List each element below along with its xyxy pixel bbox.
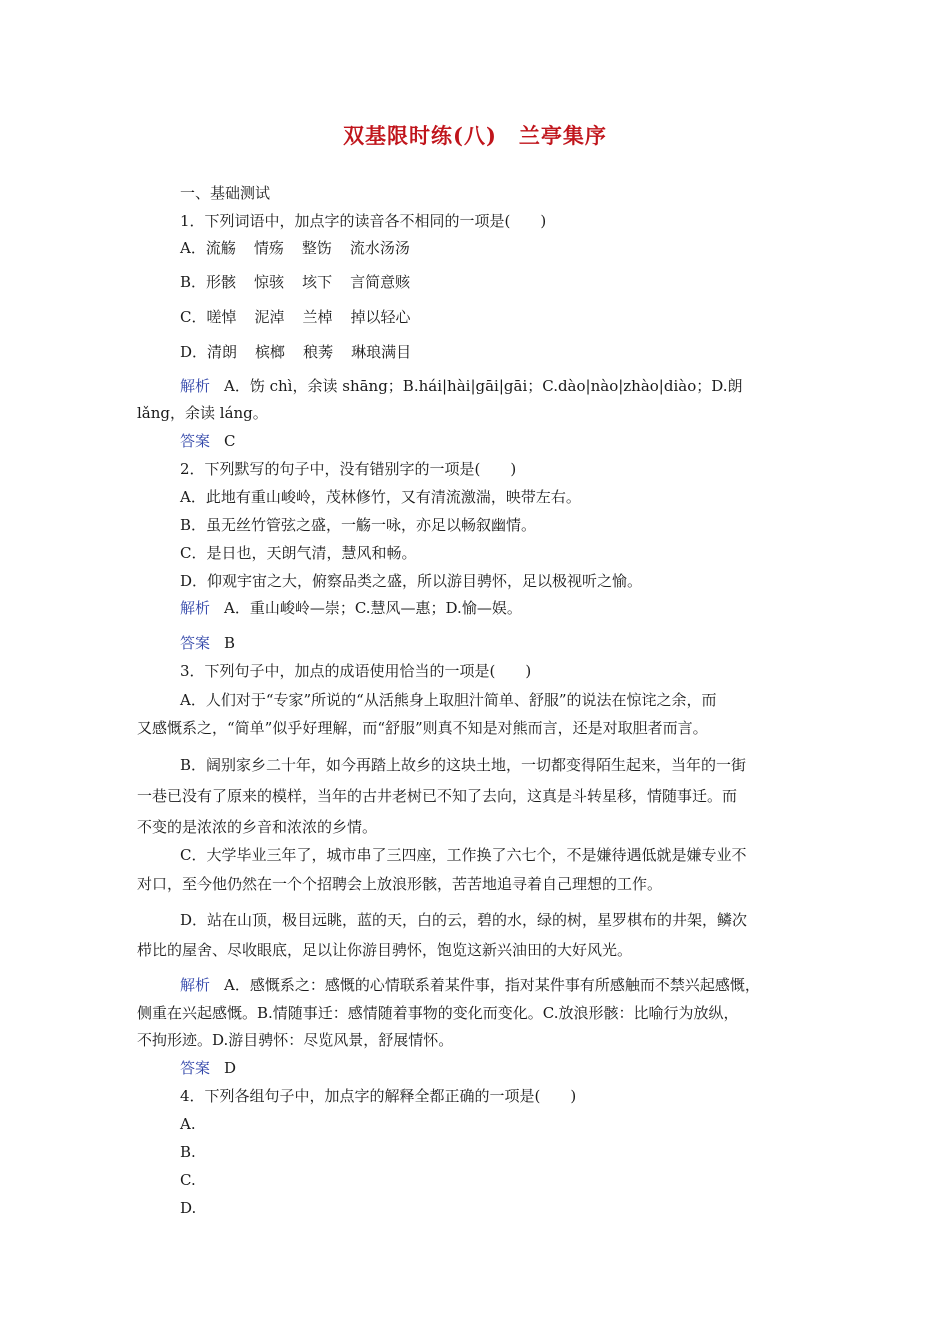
q3-option-b-cont2: 不变的是浓浓的乡音和浓浓的乡情。 [137, 818, 378, 836]
q3-option-b-cont: 一巷已没有了原来的模样，当年的古井老树已不知了去向，这真是斗转星移，情随事迁。而 [137, 787, 738, 805]
q3-option-d: D．站在山顶，极目远眺，蓝的天，白的云，碧的水，绿的树，星罗棋布的井架，鳞次 [180, 911, 748, 929]
option-word: 兰棹 [302, 308, 333, 326]
option-word: 整饬 [301, 239, 332, 257]
analysis-text: A．饬 chì，余读 shāng；B.hái|hài|gāi|gāi；C.dào|nào|zhào|diào；D.朗 [224, 377, 743, 395]
q3-option-b: B．阔别家乡二十年，如今再踏上故乡的这块土地，一切都变得陌生起来，当年的一街 [180, 756, 747, 774]
option-word: 琳琅满目 [351, 343, 412, 361]
q3-answer [180, 1058, 236, 1078]
option-letter: A． [180, 239, 206, 257]
option-word: 清朗 [207, 343, 238, 361]
q4-option-d: D. [180, 1199, 197, 1217]
answer-value: B [224, 634, 236, 652]
q2-stem: 2．下列默写的句子中，没有错别字的一项是( ) [180, 460, 517, 478]
section-heading: 一、基础测试 [180, 184, 271, 202]
answer-label: 答案 [180, 1059, 211, 1077]
q2-answer [180, 633, 235, 653]
option-word: 流觞 [205, 239, 236, 257]
q3-option-c-cont: 对口，至今他仍然在一个个招聘会上放浪形骸，苦苦地追寻着自己理想的工作。 [137, 875, 663, 893]
q1-analysis-cont: lǎng，余读 láng。 [137, 404, 268, 422]
q4-option-c: C. [180, 1171, 196, 1189]
q1-option-c [180, 307, 411, 327]
option-word: 泥淖 [254, 308, 285, 326]
q2-analysis [180, 598, 522, 618]
analysis-text: A．重山峻岭—崇；C.慧风—惠；D.愉—娱。 [224, 599, 522, 617]
q3-option-c: C．大学毕业三年了，城市串了三四座，工作换了六七个，不是嫌待遇低就是嫌专业不 [180, 846, 747, 864]
option-word: 流水汤汤 [349, 239, 410, 257]
q2-option-b: B．虽无丝竹管弦之盛，一觞一咏，亦足以畅叙幽情。 [180, 516, 537, 534]
q3-option-a: A．人们对于“专家”所说的“从活熊身上取胆汁简单、舒服”的说法在惊诧之余，而 [180, 691, 717, 709]
option-word: 情殇 [253, 239, 284, 257]
q3-analysis [180, 975, 760, 995]
q1-stem: 1．下列词语中，加点字的读音各不相同的一项是( ) [180, 212, 547, 230]
analysis-label: 解析 [180, 976, 211, 994]
q3-analysis-cont2: 不拘形迹。D.游目骋怀：尽览风景，舒展情怀。 [137, 1031, 454, 1049]
q3-option-a-cont: 又感慨系之，“简单”似乎好理解，而“舒服”则真不知是对熊而言，还是对取胆者而言。 [137, 719, 708, 737]
option-letter: D． [180, 343, 208, 361]
answer-value: D [224, 1059, 237, 1077]
option-word: 嗟悼 [206, 308, 237, 326]
q1-option-d [180, 342, 411, 362]
option-word: 言简意赅 [350, 273, 411, 291]
option-word: 稂莠 [303, 343, 334, 361]
analysis-label: 解析 [180, 599, 211, 617]
answer-label: 答案 [180, 432, 211, 450]
q1-analysis [180, 376, 743, 396]
option-word: 惊骇 [254, 273, 285, 291]
option-word: 掉以轻心 [350, 308, 411, 326]
option-letter: B． [180, 273, 207, 291]
option-word: 形骸 [206, 273, 237, 291]
q3-analysis-cont: 侧重在兴起感慨。B.情随事迁：感情随着事物的变化而变化。C.放浪形骸：比喻行为放纵， [137, 1004, 739, 1022]
q3-stem: 3．下列句子中，加点的成语使用恰当的一项是( ) [180, 662, 532, 680]
q4-stem: 4．下列各组句子中，加点字的解释全都正确的一项是( ) [180, 1087, 577, 1105]
q4-option-a: A. [180, 1115, 196, 1133]
q2-option-c: C．是日也，天朗气清，慧风和畅。 [180, 544, 417, 562]
answer-value: C [224, 432, 236, 450]
analysis-label: 解析 [180, 377, 211, 395]
q4-option-b: B. [180, 1143, 196, 1161]
q1-answer [180, 431, 236, 451]
answer-label: 答案 [180, 634, 211, 652]
q2-option-d: D．仰观宇宙之大，俯察品类之盛，所以游目骋怀，足以极视听之愉。 [180, 572, 643, 590]
q2-option-a: A．此地有重山峻岭，茂林修竹，又有清流激湍，映带左右。 [180, 488, 581, 506]
document-title: 双基限时练(八) 兰亭集序 [343, 123, 607, 148]
option-word: 垓下 [302, 273, 333, 291]
q1-option-a [180, 238, 410, 258]
q1-option-b [180, 272, 410, 292]
q3-option-d-cont: 栉比的屋舍、尽收眼底，足以让你游目骋怀，饱览这新兴油田的大好风光。 [137, 941, 633, 959]
option-word: 槟榔 [255, 343, 286, 361]
option-letter: C． [180, 308, 207, 326]
analysis-text: A．感慨系之：感慨的心情联系着某件事，指对某件事有所感触而不禁兴起感慨， [224, 976, 760, 994]
